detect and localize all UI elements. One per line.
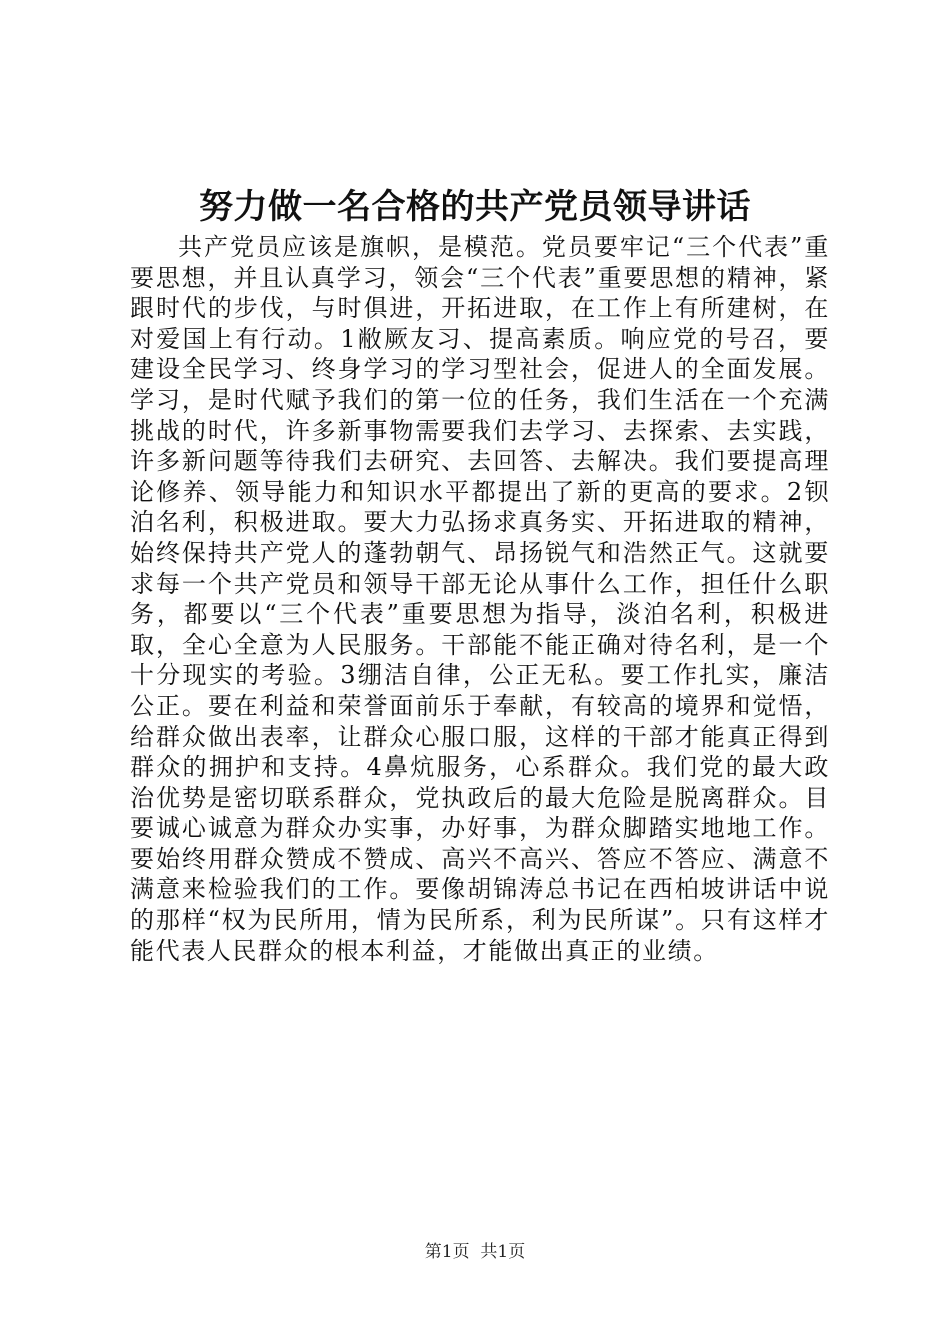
document-title: 努力做一名合格的共产党员领导讲话 [199, 187, 751, 227]
page-number-footer: 第1页 共1页 [424, 1242, 526, 1262]
body-paragraph: 共产党员应该是旗帜，是模范。党员要牢记“三个代表”重要思想，并且认真学习，领会“三个代表”重要思想的精神，紧跟时代的步伐，与时俱进，开拓进取，在工作上有所建树，在对爱国上有行动。1敝厥友习、提高素质。响应党的号召，要建设全民学习、终身学习的学习型社会，促进人的全面发展。学习，是时代赋予我们的第一位的任务，我们生活在一个充满挑战的时代，许多新事物需要我们去学习、去探索、去实践，许多新问题等待我们去研究、去回答、去解决。我们要提高理论修养、领导能力和知识水平都提出了新的更高的要求。2钡泊名利，积极进取。要大力弘扬求真务实、开拓进取的精神，始终保持共产党人的蓬勃朝气、昂扬锐气和浩然正气。这就要求每一个共产党员和领导干部无论从事什么工作，担任什么职务，都要以“三个代表”重要思想为指导，淡泊名利，积极进取，全心全意为人民服务。干部能不能正确对待名利，是一个十分现实的考验。3绷洁自律，公正无私。要工作扎实，廉洁公正。要在利益和荣誉面前乐于奉献，有较高的境界和觉悟，给群众做出表率，让群众心服口服，这样的干部才能真正得到群众的拥护和支持。4鼻炕服务，心系群众。我们党的最大政治优势是密切联系群众，党执政后的最大危险是脱离群众。目要诚心诚意为群众办实事，办好事，为群众脚踏实地地工作。要始终用群众赞成不赞成、高兴不高兴、答应不答应、满意不满意来检验我们的工作。要像胡锦涛总书记在西柏坡讲话中说的那样“权为民所用，情为民所系，利为民所谋”。只有这样才能代表人民群众的根本利益，才能做出真正的业绩。 [130, 233, 830, 965]
